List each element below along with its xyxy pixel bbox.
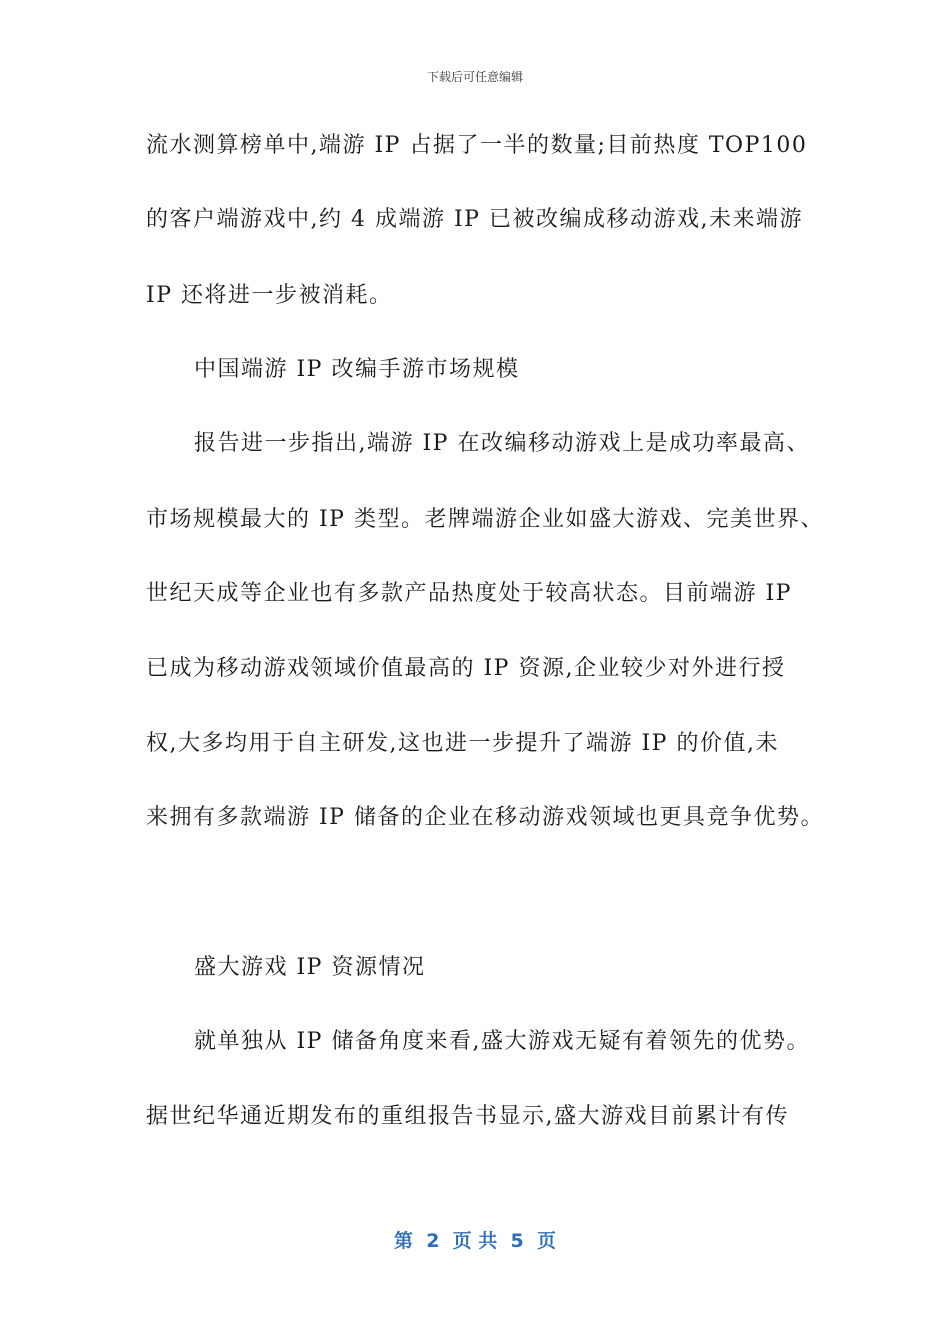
body-line: 报告进一步指出,端游 IP 在改编移动游戏上是成功率最高、 [194, 431, 810, 456]
section-heading: 盛大游戏 IP 资源情况 [194, 955, 426, 980]
body-line: 已成为移动游戏领域价值最高的 IP 资源,企业较少对外进行授 [146, 656, 786, 681]
body-line: 据世纪华通近期发布的重组报告书显示,盛大游戏目前累计有传 [146, 1104, 789, 1129]
section-heading: 中国端游 IP 改编手游市场规模 [194, 357, 520, 382]
body-line: 的客户端游戏中,约 4 成端游 IP 已被改编成移动游戏,未来端游 [146, 207, 803, 232]
header-note: 下载后可任意编辑 [426, 70, 523, 84]
body-line: 世纪天成等企业也有多款产品热度处于较高状态。目前端游 IP [146, 581, 792, 606]
body-line: 来拥有多款端游 IP 储备的企业在移动游戏领域也更具竞争优势。 [146, 805, 824, 830]
body-line: 权,大多均用于自主研发,这也进一步提升了端游 IP 的价值,未 [146, 731, 779, 756]
page-number: 第 2 页 共 5 页 [394, 1230, 556, 1252]
body-line: 市场规模最大的 IP 类型。老牌端游企业如盛大游戏、完美世界、 [146, 507, 824, 532]
body-line: IP 还将进一步被消耗。 [146, 283, 393, 308]
body-line: 流水测算榜单中,端游 IP 占据了一半的数量;目前热度 TOP100 [146, 133, 808, 158]
body-line: 就单独从 IP 储备角度来看,盛大游戏无疑有着领先的优势。 [194, 1029, 810, 1054]
